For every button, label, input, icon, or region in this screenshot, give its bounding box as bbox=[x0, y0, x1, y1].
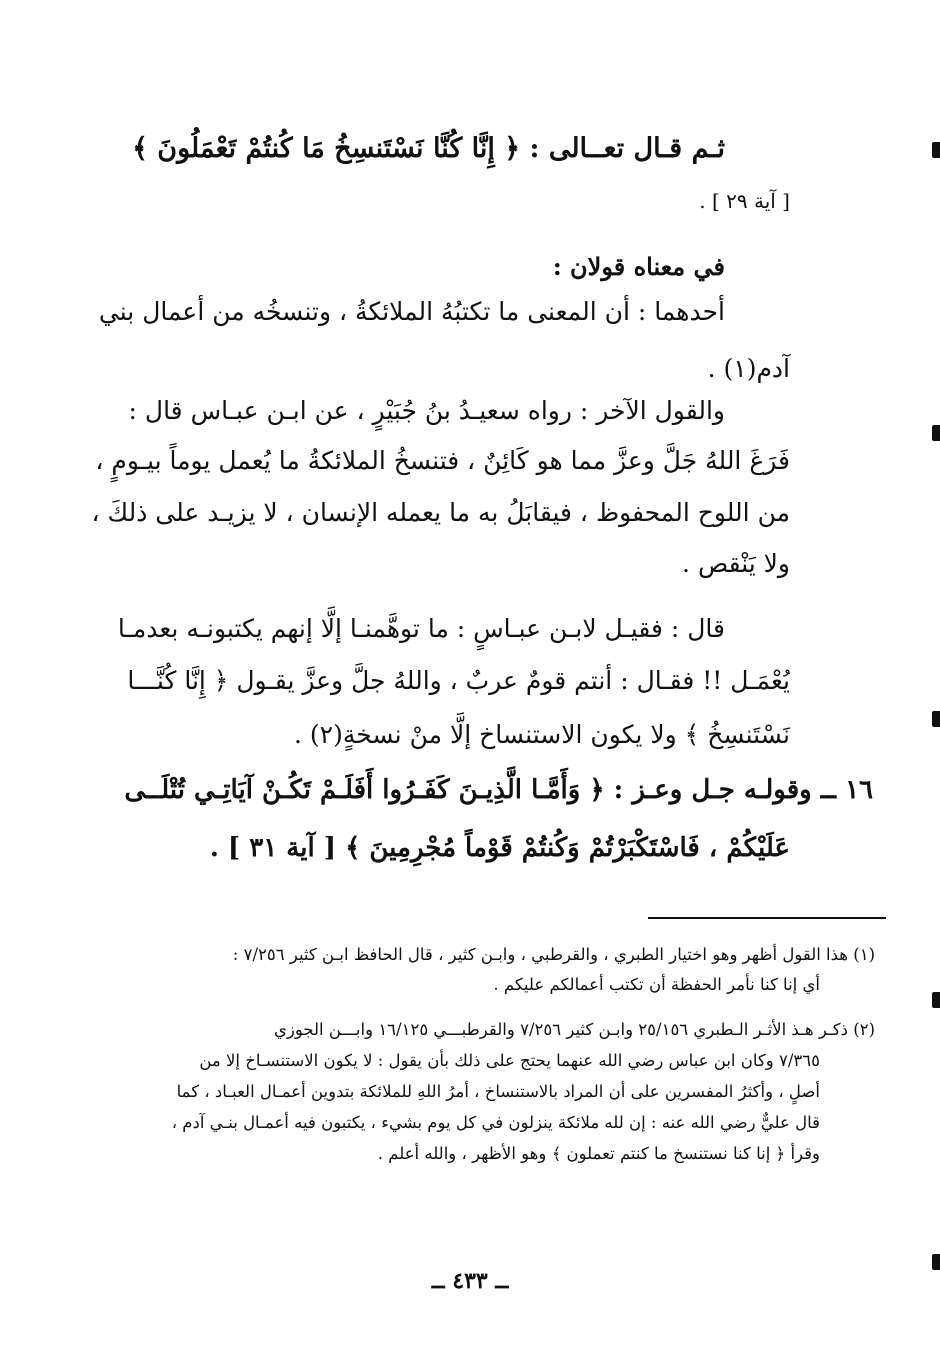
verse-31-line: ١٦ ــ وقولـه جـل وعـز : ﴿ وَأَمَّـا الَّذِيـنَ كَفَـرُوا أَفَلَـمْ تَكُـنْ آيَاتِـي تُتْلَــى bbox=[124, 775, 873, 805]
second-saying-line: ولا يَنْقص . bbox=[682, 549, 790, 578]
footnote-2-line: (٢) ذكـر هـذ الأثـر الـطبري ٢٥/١٥٦ وابـن كثير ٧/٢٥٦ والقرطبـــي ١٦/١٢٥ وابـــن الجوزي bbox=[273, 1020, 875, 1039]
scan-edge-mark bbox=[932, 142, 940, 158]
verse-29-heading: ثـم قـال تعــالى : ﴿ إِنَّا كُنَّا نَسْتَنسِخُ مَا كُنتُمْ تَعْمَلُونَ ﴾ bbox=[132, 133, 725, 164]
verse-29-reference: [ آية ٢٩ ] . bbox=[699, 189, 790, 213]
verse-31-line: عَلَيْكُمْ ، فَاسْتَكْبَرْتُمْ وَكُنتُمْ قَوْماً مُجْرِمِينَ ﴾ [ آية ٣١ ] . bbox=[209, 833, 790, 863]
scan-edge-mark bbox=[932, 425, 940, 441]
question-line: نَسْتَنسِخُ ﴾ ولا يكون الاستنساخ إلَّا منْ نسخةٍ(٢) . bbox=[293, 720, 790, 749]
scan-edge-mark bbox=[932, 992, 940, 1008]
second-saying-line: والقول الآخر : رواه سعيـدُ بنُ جُبَيْرٍ ، عن ابـن عبـاس قال : bbox=[128, 396, 725, 425]
second-saying-line: من اللوح المحفوظ ، فيقابَلُ به ما يعمله الإنسان ، لا يزيـد على ذلكَ ، bbox=[91, 498, 790, 527]
scan-edge-mark bbox=[932, 711, 940, 727]
footnote-2-line: قال عليٌّ رضي الله عنه : إن لله ملائكة ينزلون في كل يوم بشيء ، يكتبون فيه أعمـال بنـي آدم ، bbox=[171, 1113, 820, 1132]
footnote-2-line: أصلٍ ، وأكثرُ المفسرين على أن المراد بالاستنساخ ، أمرُ اللهِ للملائكة بتدوين أعمـال العبـاد ، كما bbox=[176, 1082, 820, 1101]
footnote-separator bbox=[648, 917, 886, 919]
second-saying-line: فَرَغَ اللهُ جَلَّ وعزَّ مما هو كَائِنٌ ، فتنسخُ الملائكةُ ما يُعمل يوماً بيـومٍ ، bbox=[95, 446, 790, 475]
question-line: يُعْمَـل !! فقـال : أنتم قومٌ عربٌ ، واللهُ جلَّ وعزَّ يقـول ﴿ إِنَّا كُنَّـــا bbox=[127, 666, 790, 695]
footnote-2-line: ٧/٣٦٥ وكان ابن عباس رضي الله عنهما يحتج على ذلك بأن يقول : لا يكون الاستنسـاخ إلا من bbox=[199, 1051, 820, 1070]
first-saying-line: آدم(١) . bbox=[707, 354, 790, 383]
section-title: في معناه قولان : bbox=[552, 252, 725, 281]
question-line: قال : فقيـل لابـن عبـاسٍ : ما توهَّمنـا إلَّا إنهم يكتبونـه بعدمـا bbox=[117, 614, 725, 643]
footnote-1-line: أي إنا كنا نأمر الحفظة أن تكتب أعمالكم عليكم . bbox=[493, 975, 820, 994]
footnote-1-line: (١) هذا القول أظهر وهو اختيار الطبري ، والقرطبي ، وابـن كثير ، قال الحافظ ابـن كثير ٧/٢٥٦ : bbox=[232, 945, 875, 964]
first-saying-line: أحدهما : أن المعنى ما تكتبُهُ الملائكةُ ، وتنسخُه من أعمال بني bbox=[98, 297, 725, 326]
page-number: ــ ٤٣٣ ــ bbox=[431, 1268, 509, 1294]
footnote-2-line: وقرأ ﴿ إنا كنا نستنسخ ما كنتم تعملون ﴾ وهو الأظهر ، والله أعلم . bbox=[377, 1144, 820, 1163]
